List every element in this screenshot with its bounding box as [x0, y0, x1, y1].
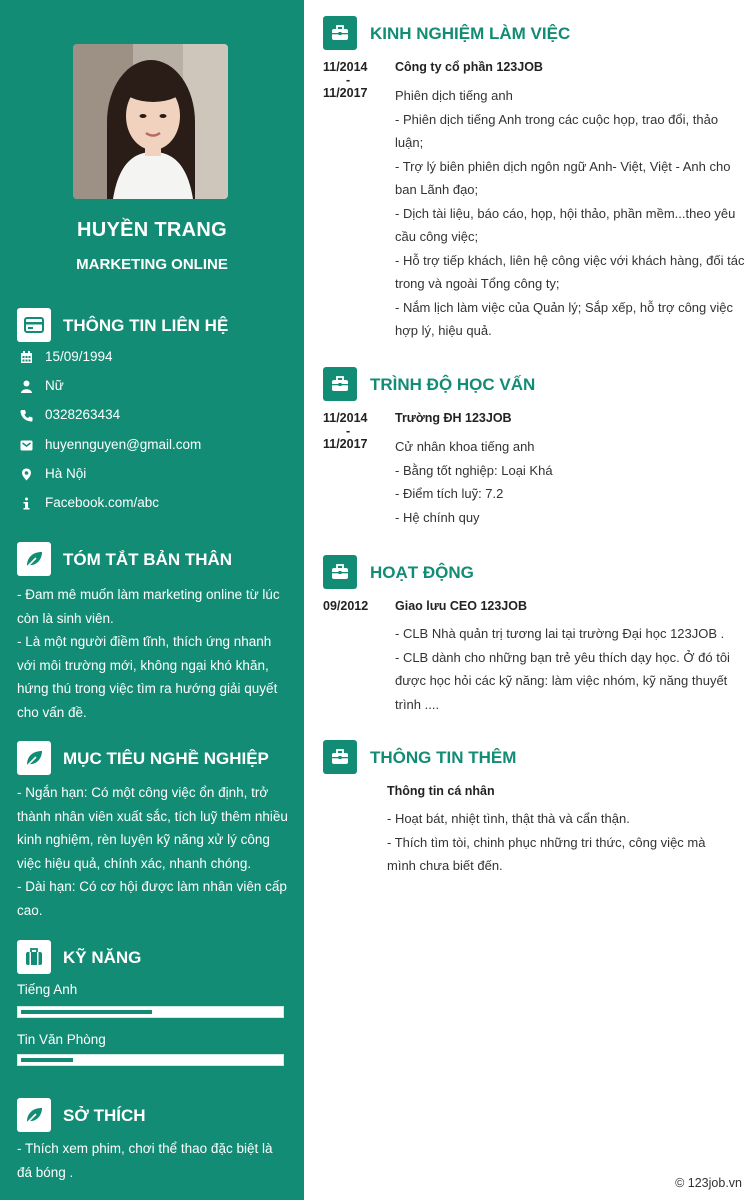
email-icon [20, 439, 33, 452]
candidate-name: HUYỀN TRANG [77, 219, 227, 241]
contact-value: Hà Nội [45, 466, 87, 481]
calendar-icon [20, 351, 33, 364]
activities-item: - CLB Nhà quản trị tương lai tại trường Đại học 123JOB . [395, 626, 725, 641]
activities-details [395, 622, 745, 716]
skill-bar-fill [21, 1010, 152, 1014]
briefcase-icon [17, 940, 51, 974]
hobbies-section-header [17, 1098, 297, 1132]
experience-section-header [323, 16, 743, 50]
summary-text [17, 583, 289, 724]
extra-section-header [323, 740, 743, 774]
contact-value: 0328263434 [45, 407, 121, 422]
leaf-icon [17, 542, 51, 576]
experience-item: - Dịch tài liệu, báo cáo, họp, hội thảo, phần mềm...theo yêu cầu công việc; [395, 205, 736, 244]
user-icon [20, 380, 33, 393]
objective-section-title: MỤC TIÊU NGHỀ NGHIỆP [63, 749, 269, 768]
skill-bar [17, 1054, 284, 1066]
period-to: 11/2017 [323, 437, 368, 451]
activities-event: Giao lưu CEO 123JOB [395, 599, 528, 613]
contact-birthday [20, 348, 290, 368]
objective-line: - Ngắn hạn: Có một công việc ổn định, trở thành nhân viên xuất sắc, tích luỹ thêm nhiều kinh nghiệm, rèn luyện kỹ năng xử lý công việc hiệu quả, chính xác, nhanh chóng. [17, 785, 288, 871]
leaf-icon [17, 741, 51, 775]
experience-item: - Hỗ trợ tiếp khách, liên hệ công việc với khách hàng, đối tác trong và ngoài Tổng công ty; [395, 252, 745, 291]
period-dash: - [346, 424, 351, 438]
activities-item: - CLB dành cho những bạn trẻ yêu thích dạy học. Ở đó tôi được học hỏi các kỹ năng: làm việc nhóm, kỹ năng thuyết trình .... [395, 649, 730, 712]
objective-text [17, 781, 289, 922]
extra-item: - Hoạt bát, nhiệt tình, thật thà và cẩn thận. [387, 811, 630, 826]
contact-facebook[interactable] [20, 494, 290, 514]
sidebar [0, 0, 304, 1200]
info-icon [20, 497, 33, 510]
contact-value[interactable]: Facebook.com/abc [45, 495, 160, 510]
contact-value[interactable]: huyennguyen@gmail.com [45, 437, 202, 452]
education-details [395, 435, 745, 529]
briefcase-icon [323, 555, 357, 589]
map-marker-icon [20, 468, 33, 481]
summary-line: - Là một người điềm tĩnh, thích ứng nhanh với môi trường mới, không ngại khó khăn, hứng thú trong việc tìm ra hướng giải quyết cho vấn đề. [17, 634, 278, 720]
education-section-title: TRÌNH ĐỘ HỌC VẤN [370, 375, 536, 394]
avatar [73, 44, 228, 199]
contact-section-header [17, 308, 297, 342]
id-card-icon [17, 308, 51, 342]
contact-section-title: THÔNG TIN LIÊN HỆ [63, 316, 229, 335]
candidate-position: MARKETING ONLINE [76, 256, 228, 273]
contact-value: 15/09/1994 [45, 349, 113, 364]
extra-subtitle: Thông tin cá nhân [387, 784, 495, 798]
skills-section-header [17, 940, 297, 974]
hobbies-section-title: SỞ THÍCH [63, 1106, 146, 1125]
contact-email[interactable] [20, 436, 290, 456]
experience-company: Công ty cổ phần 123JOB [395, 60, 543, 74]
objective-section-header [17, 741, 297, 775]
summary-line: - Đam mê muốn làm marketing online từ lúc còn là sinh viên. [17, 587, 280, 626]
experience-role: Phiên dịch tiếng anh [395, 88, 513, 103]
education-item: Cử nhân khoa tiếng anh [395, 439, 535, 454]
experience-item: - Trợ lý biên phiên dịch ngôn ngữ Anh- Việt, Việt - Anh cho ban Lãnh đạo; [395, 158, 731, 197]
objective-line: - Dài hạn: Có cơ hội được làm nhân viên cấp cao. [17, 879, 287, 918]
education-item: - Điểm tích luỹ: 7.2 [395, 486, 504, 501]
skill-bar-fill [21, 1058, 73, 1062]
experience-details [395, 84, 745, 343]
extra-item: - Thích tìm tòi, chinh phục những tri thức, công việc mà mình chưa biết đến. [387, 834, 706, 873]
footer-copyright[interactable]: © 123job.vn [675, 1176, 742, 1190]
phone-icon [20, 409, 33, 422]
period-from: 11/2014 [323, 60, 368, 74]
extra-section-title: THÔNG TIN THÊM [370, 748, 517, 767]
education-section-header [323, 367, 743, 401]
period-from: 09/2012 [323, 599, 369, 613]
contact-address [20, 465, 290, 485]
summary-section-header [17, 542, 297, 576]
leaf-icon [17, 1098, 51, 1132]
experience-item: - Phiên dịch tiếng Anh trong các cuộc họp, trao đổi, thảo luận; [395, 111, 719, 150]
period-dash: - [346, 73, 351, 87]
education-item: - Bằng tốt nghiệp: Loại Khá [395, 462, 553, 478]
education-item: - Hệ chính quy [395, 509, 480, 525]
activities-section-title: HOẠT ĐỘNG [370, 563, 474, 582]
hobbies-text: - Thích xem phim, chơi thể thao đặc biệt là đá bóng . [17, 1141, 273, 1180]
extra-details [387, 807, 737, 878]
skill-name: Tiếng Anh [17, 982, 78, 997]
period-to: 11/2017 [323, 86, 368, 100]
summary-section-title: TÓM TẮT BẢN THÂN [63, 550, 233, 569]
briefcase-icon [323, 367, 357, 401]
activities-section-header [323, 555, 743, 589]
experience-section-title: KINH NGHIỆM LÀM VIỆC [370, 24, 571, 43]
contact-gender [20, 377, 290, 397]
period-from: 11/2014 [323, 411, 368, 425]
education-school: Trường ĐH 123JOB [395, 411, 512, 425]
skill-bar [17, 1006, 284, 1018]
experience-item: - Nắm lịch làm việc của Quản lý; Sắp xếp, hỗ trợ công việc hợp lý, hiệu quả. [395, 299, 733, 338]
briefcase-icon [323, 16, 357, 50]
skill-name: Tin Văn Phòng [17, 1032, 106, 1047]
contact-phone [20, 406, 290, 426]
contact-value: Nữ [45, 378, 64, 393]
skills-section-title: KỸ NĂNG [63, 948, 142, 967]
briefcase-icon [323, 740, 357, 774]
